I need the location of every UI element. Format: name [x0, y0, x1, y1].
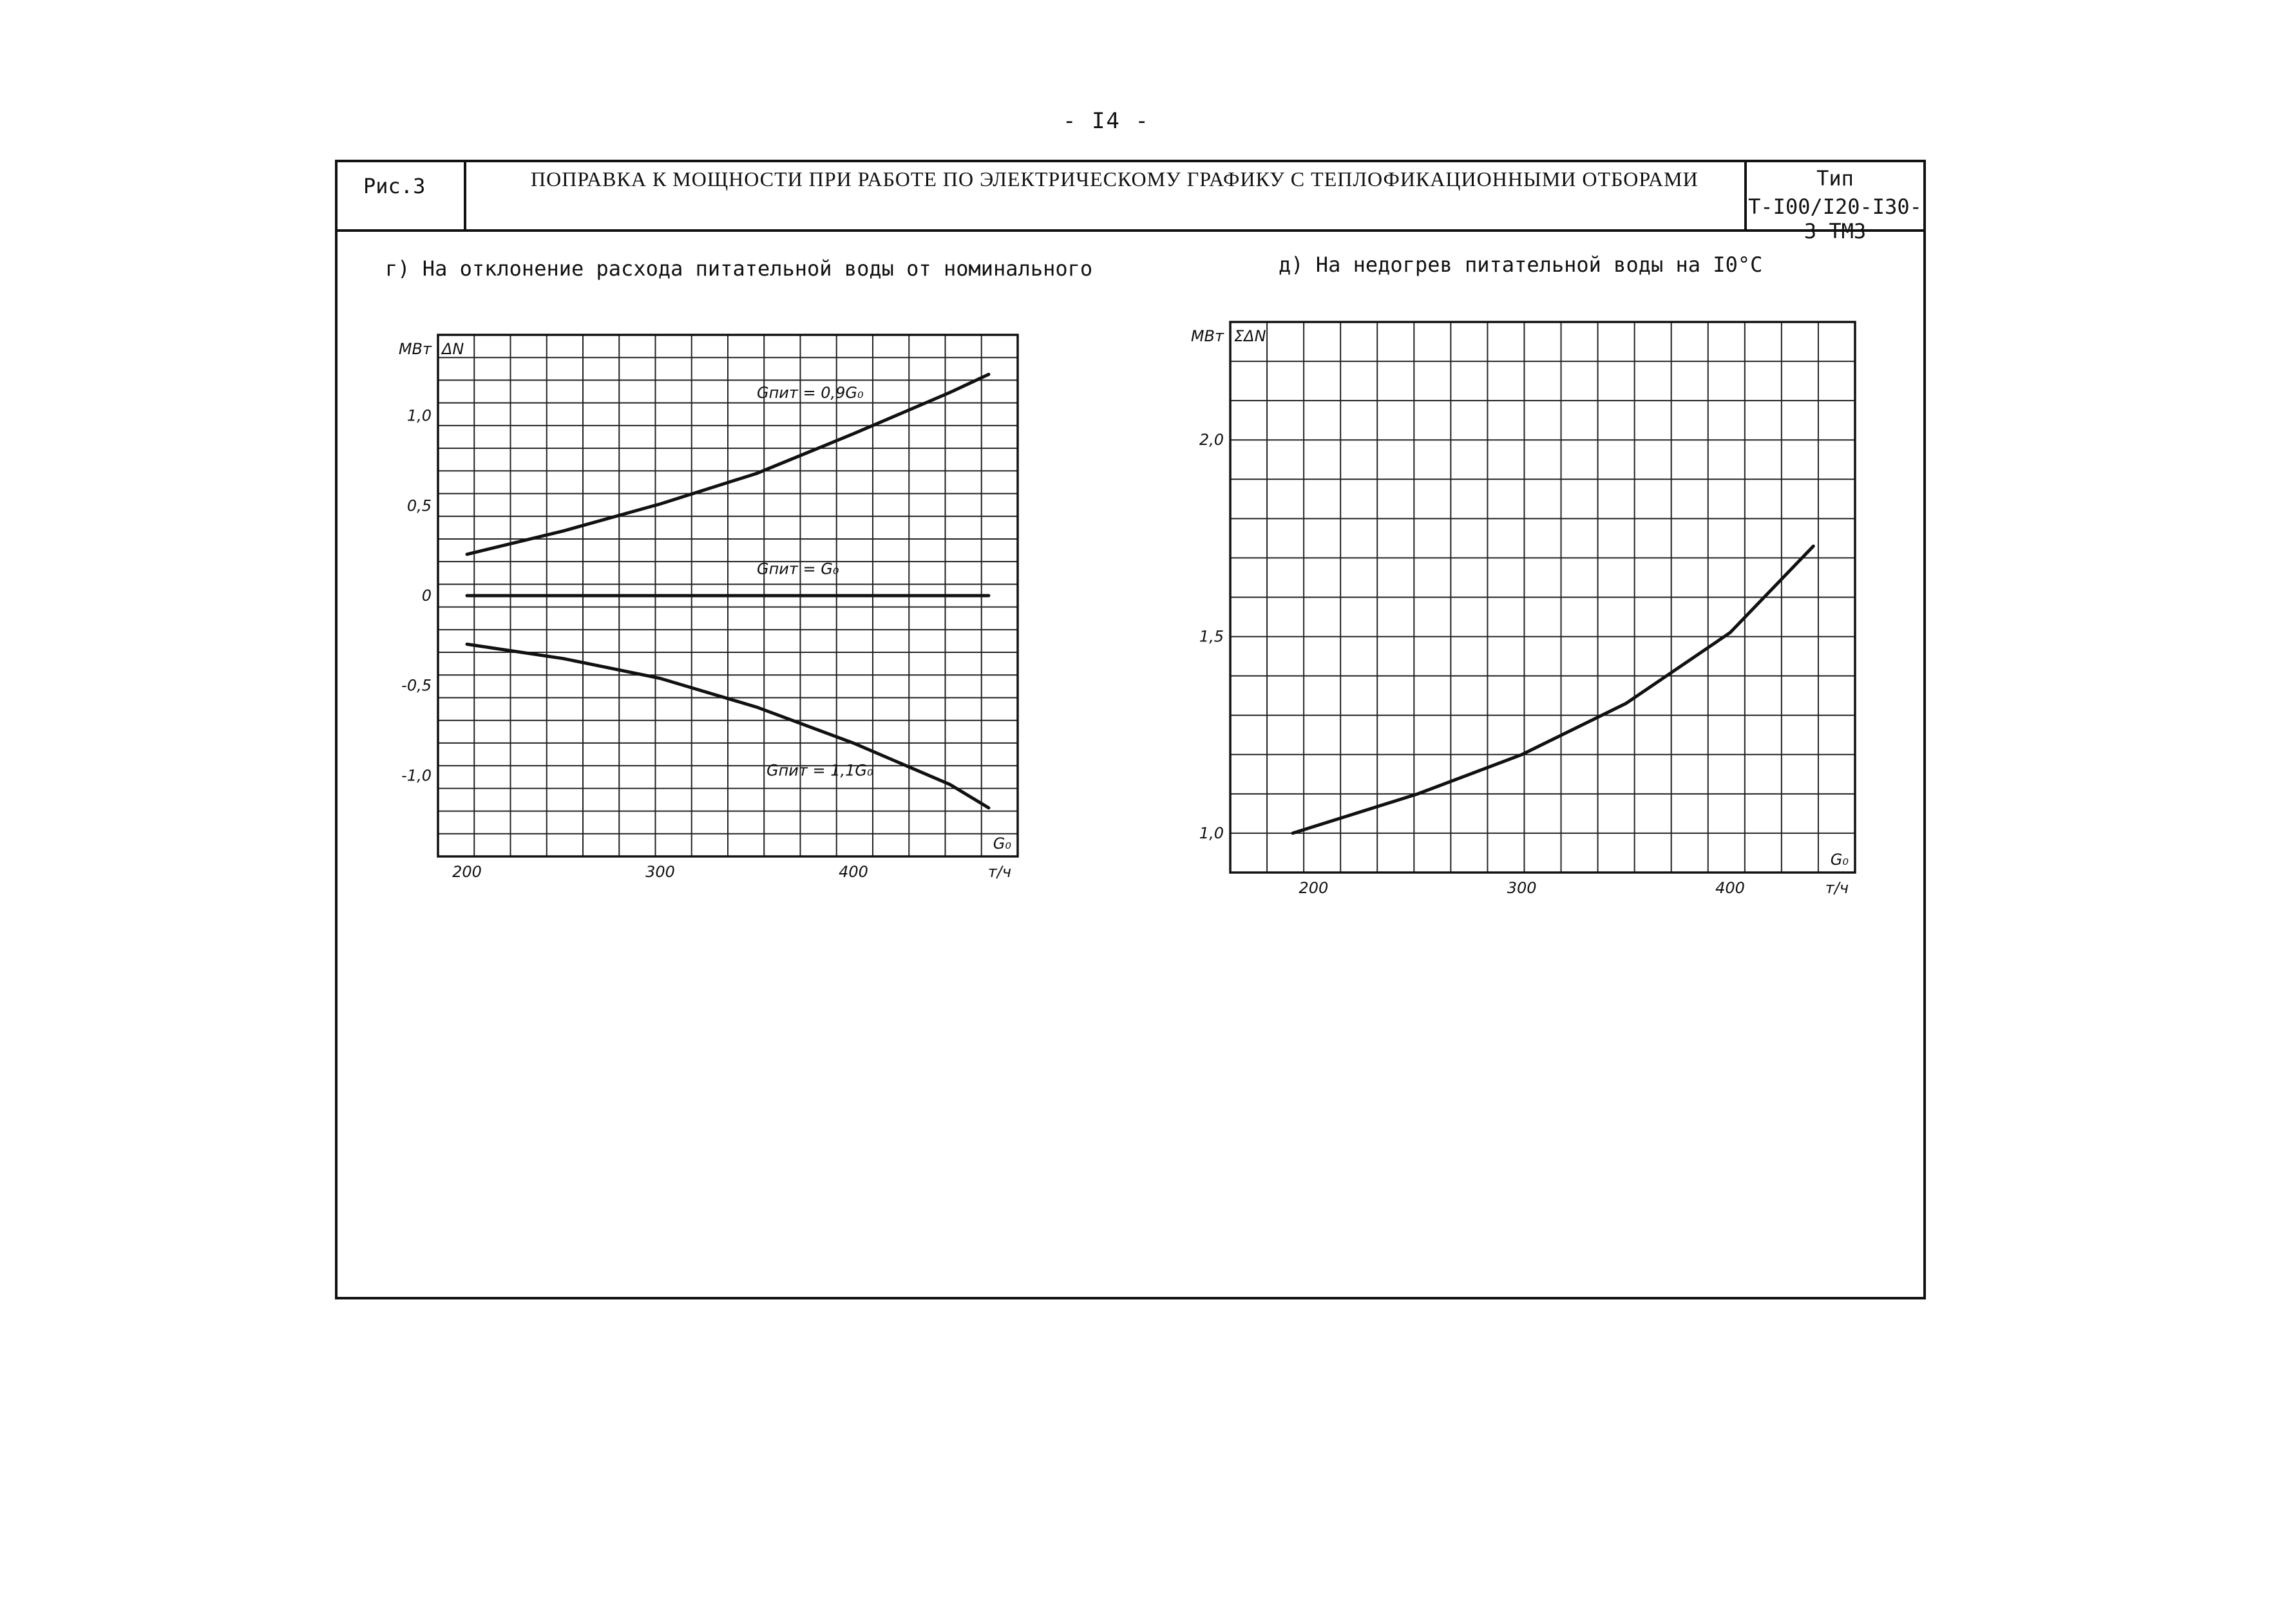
- chart-g: [386, 322, 1063, 902]
- series-line: [1293, 546, 1813, 833]
- x-unit-label: т/ч: [1825, 879, 1849, 897]
- figure-title: ПОПРАВКА К МОЩНОСТИ ПРИ РАБОТЕ ПО ЭЛЕКТРИЧЕСКОМУ ГРАФИКУ С ТЕПЛОФИКАЦИОННЫМИ ОТБОРАМИ: [531, 167, 1699, 191]
- y-tick-label: 0,5: [406, 496, 432, 515]
- x-tick-label: 200: [452, 863, 482, 881]
- header-row: [338, 162, 1923, 243]
- y-tick-label: 2,0: [1199, 431, 1224, 449]
- figure-number: Рис.3: [363, 174, 426, 198]
- type-value: Т-I00/I20-I30-3 ТМЗ: [1748, 194, 1922, 243]
- series-label: Gпит = G₀: [757, 560, 839, 578]
- x-tick-label: 200: [1299, 879, 1329, 897]
- x-symbol-label: G₀: [993, 835, 1011, 853]
- figure-number-cell: [338, 162, 466, 229]
- x-tick-label: 300: [645, 863, 675, 881]
- x-tick-label: 400: [839, 863, 868, 881]
- y-unit-label: МВт: [1190, 327, 1224, 345]
- page-number: - I4 -: [1063, 108, 1150, 134]
- y-tick-label: 0: [421, 587, 432, 605]
- y-tick-label: 1,0: [406, 406, 432, 425]
- y-tick-label: -1,0: [401, 766, 432, 785]
- type-cell: [1747, 162, 1923, 243]
- grid: [1230, 322, 1855, 873]
- series-label: Gпит = 1,1G₀: [766, 761, 873, 780]
- chart-g-subtitle: г) На отклонение расхода питательной воды от номинального: [385, 256, 1093, 281]
- y-symbol-label: ΔN: [442, 340, 464, 358]
- x-symbol-label: G₀: [1830, 851, 1849, 869]
- y-unit-label: МВт: [398, 340, 432, 358]
- x-tick-label: 300: [1507, 879, 1537, 897]
- series-label: Gпит = 0,9G₀: [757, 383, 864, 402]
- x-unit-label: т/ч: [987, 863, 1011, 881]
- type-label: Тип: [1816, 166, 1854, 191]
- y-tick-label: -0,5: [401, 676, 432, 695]
- x-tick-label: 400: [1715, 879, 1745, 897]
- y-tick-label: 1,0: [1199, 824, 1224, 842]
- chart-d: [1185, 309, 1894, 914]
- y-symbol-label: ΣΔN: [1234, 327, 1266, 345]
- y-tick-label: 1,5: [1199, 627, 1224, 646]
- chart-d-subtitle: д) На недогрев питательной воды на I0°С: [1279, 252, 1763, 277]
- title-cell: [466, 162, 1747, 229]
